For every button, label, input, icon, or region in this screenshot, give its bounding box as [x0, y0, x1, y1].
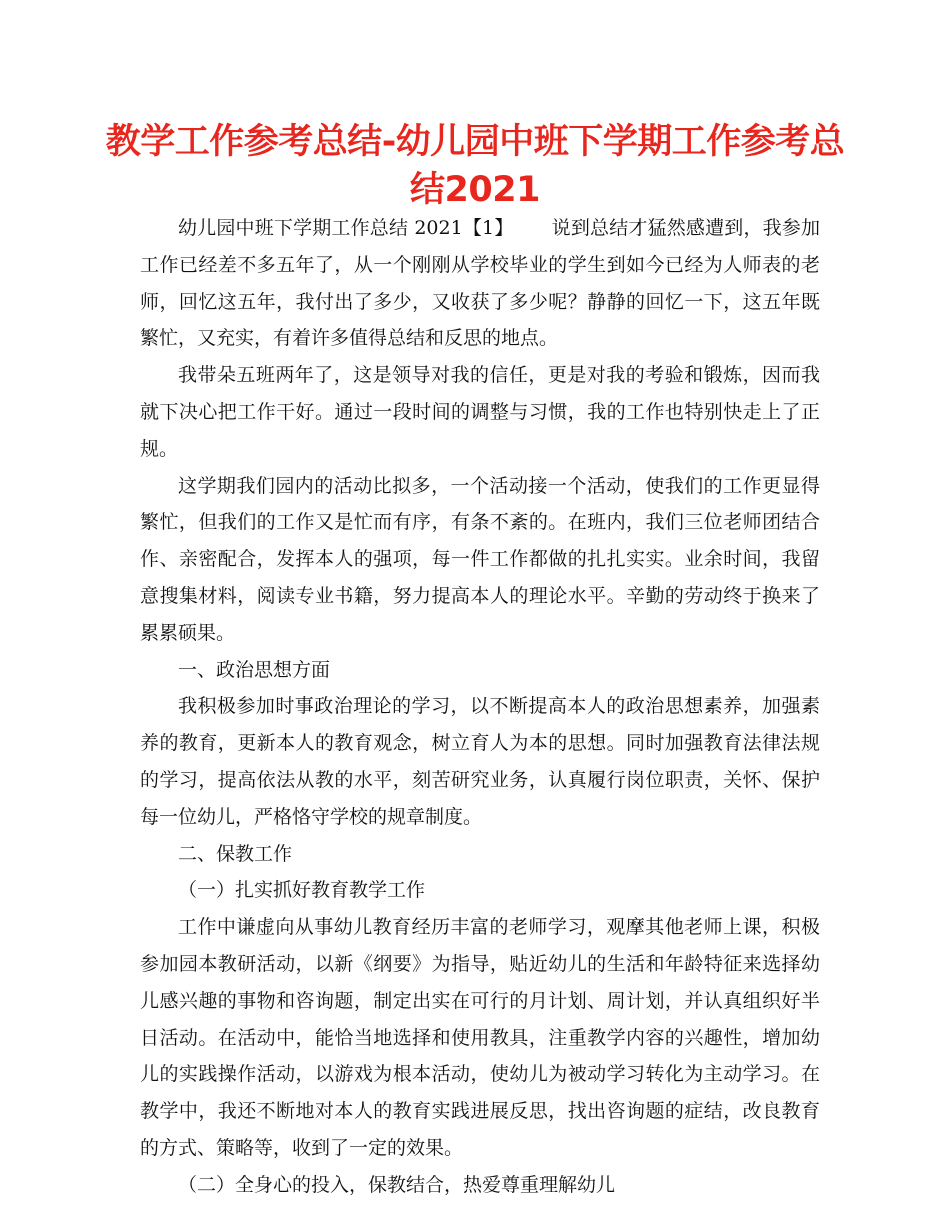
- paragraph-semester-activities: 这学期我们园内的活动比拟多，一个活动接一个活动，使我们的工作更显得繁忙，但我们的工作又是忙而有序，有条不紊的。在班内，我们三位老师团结合作、亲密配合，发挥本人的强项，每一件工作都做的扎扎实实。业余时间，我留意搜集材料，阅读专业书籍，努力提高本人的理论水平。辛勤的劳动终于换来了累累硕果。: [140, 474, 820, 644]
- section-heading-political: 一、政治思想方面: [178, 658, 331, 681]
- section-heading-care-education: 二、保教工作: [178, 842, 293, 865]
- intro-text: 说到总结才猛然感遭到，我参加工作已经差不多五年了，从一个刚刚从学校毕业的学生到如今已经为人师表的老师，回忆这五年，我付出了多少，又收获了多少呢？静静的回忆一下，这五年既繁忙，又充实，有着许多值得总结和反思的地点。: [140, 217, 820, 350]
- paragraph-political-study: 我积极参加时事政治理论的学习，以不断提高本人的政治思想素养，加强素养的教育，更新本人的教育观念，树立育人为本的思想。同时加强教育法律法规的学习，提高依法从教的水平，刻苦研究业务，认真履行岗位职责，关怀、保护每一位幼儿，严格恪守学校的规章制度。: [140, 695, 820, 828]
- paragraph-teaching-work: 工作中谦虚向从事幼儿教育经历丰富的老师学习，观摩其他老师上课，积极参加园本教研活动，以新《纲要》为指导，贴近幼儿的生活和年龄特征来选择幼儿感兴趣的事物和咨询题，制定出实在可行的月计划、周计划，并认真组织好半日活动。在活动中，能恰当地选择和使用教具，注重教学内容的兴趣性，增加幼儿的实践操作活动，以游戏为根本活动，使幼儿为被动学习转化为主动学习。在教学中，我还不断地对本人的教育实践进展反思，找出咨询题的症结，改良教育的方式、策略等，收到了一定的效果。: [140, 916, 820, 1159]
- document-title-line-1: 教学工作参考总结-幼儿园中班下学期工作参考总: [105, 122, 845, 162]
- intro-paragraph: [140, 210, 820, 357]
- subsection-heading-teaching: （一）扎实抓好教育教学工作: [178, 879, 426, 902]
- document-title-line-2: 结2021: [410, 170, 540, 210]
- paragraph-class-leadership: 我带朵五班两年了，这是领导对我的信任，更是对我的考验和锻炼，因而我就下决心把工作干好。通过一段时间的调整与习惯，我的工作也特别快走上了正规。: [140, 364, 820, 460]
- intro-heading: 幼儿园中班下学期工作总结 2021【1】: [178, 217, 514, 239]
- subsection-heading-care: （二）全身心的投入，保教结合，热爱尊重理解幼儿: [178, 1173, 616, 1196]
- document-title: [100, 118, 850, 214]
- document-body: [140, 210, 820, 1204]
